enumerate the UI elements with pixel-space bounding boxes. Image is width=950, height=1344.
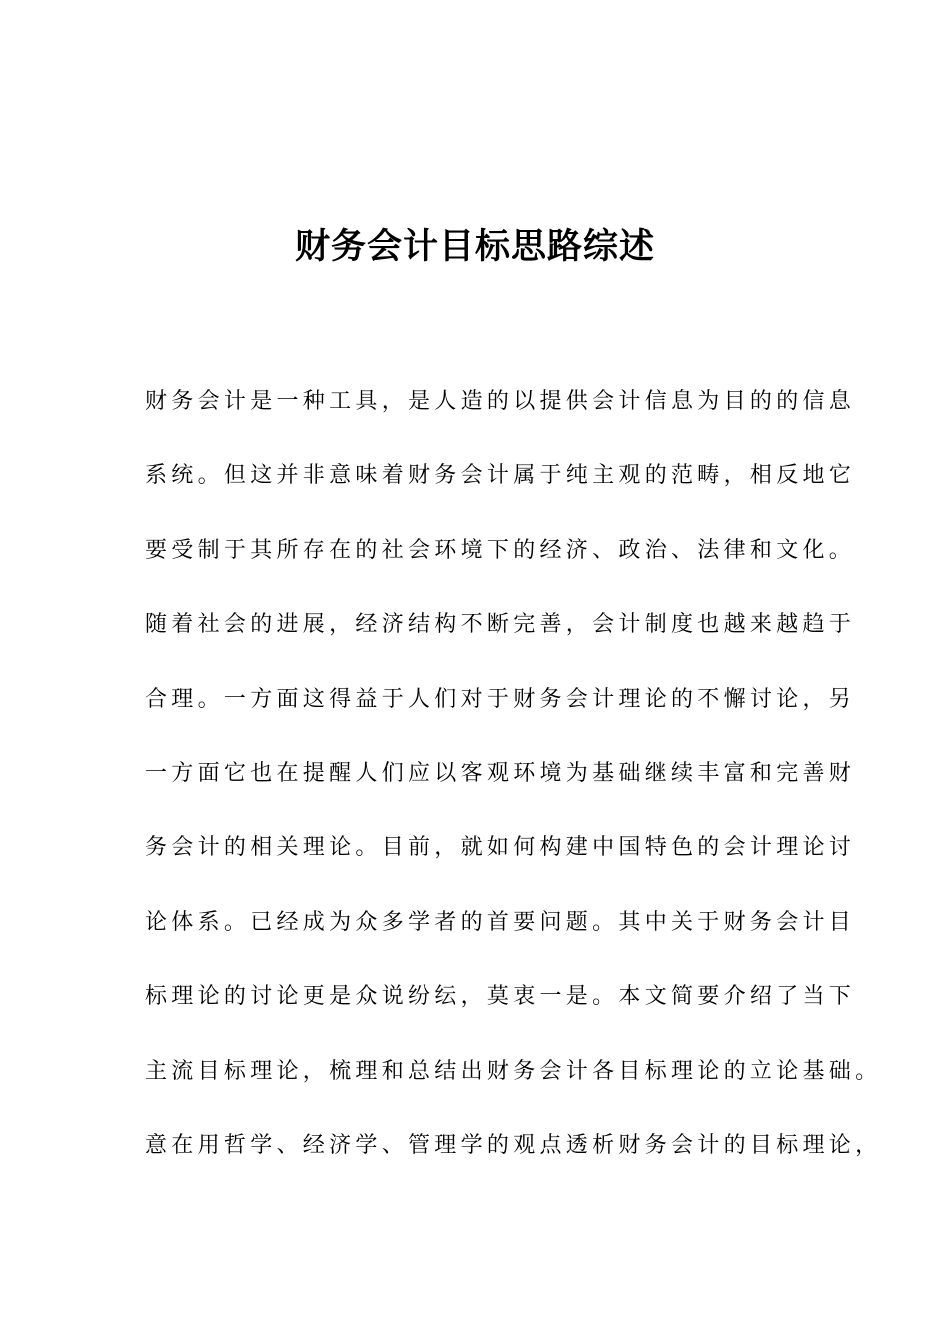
- document-body: [145, 380, 882, 1198]
- body-line: 标理论的讨论更是众说纷纭，莫衷一是。本文简要介绍了当下: [145, 984, 856, 1010]
- body-line: 合理。一方面这得益于人们对于财务会计理论的不懈讨论，另: [145, 686, 856, 712]
- body-line: 要受制于其所存在的社会环境下的经济、政治、法律和文化。: [145, 537, 856, 563]
- body-line: 系统。但这并非意味着财务会计属于纯主观的范畴，相反地它: [145, 463, 856, 489]
- body-line: 务会计的相关理论。目前，就如何构建中国特色的会计理论讨: [145, 835, 856, 861]
- body-line: 一方面它也在提醒人们应以客观环境为基础继续丰富和完善财: [145, 760, 856, 786]
- body-line: 财务会计是一种工具，是人造的以提供会计信息为目的的信息: [145, 389, 856, 414]
- document-title: 财务会计目标思路综述: [294, 227, 655, 267]
- body-line: 意在用哲学、经济学、管理学的观点透析财务会计的目标理论，: [145, 1132, 882, 1158]
- body-line: 随着社会的进展，经济结构不断完善，会计制度也越来越趋于: [145, 612, 856, 638]
- body-line: 论体系。已经成为众多学者的首要问题。其中关于财务会计目: [145, 909, 856, 935]
- body-line: 主流目标理论，梳理和总结出财务会计各目标理论的立论基础。: [145, 1058, 882, 1084]
